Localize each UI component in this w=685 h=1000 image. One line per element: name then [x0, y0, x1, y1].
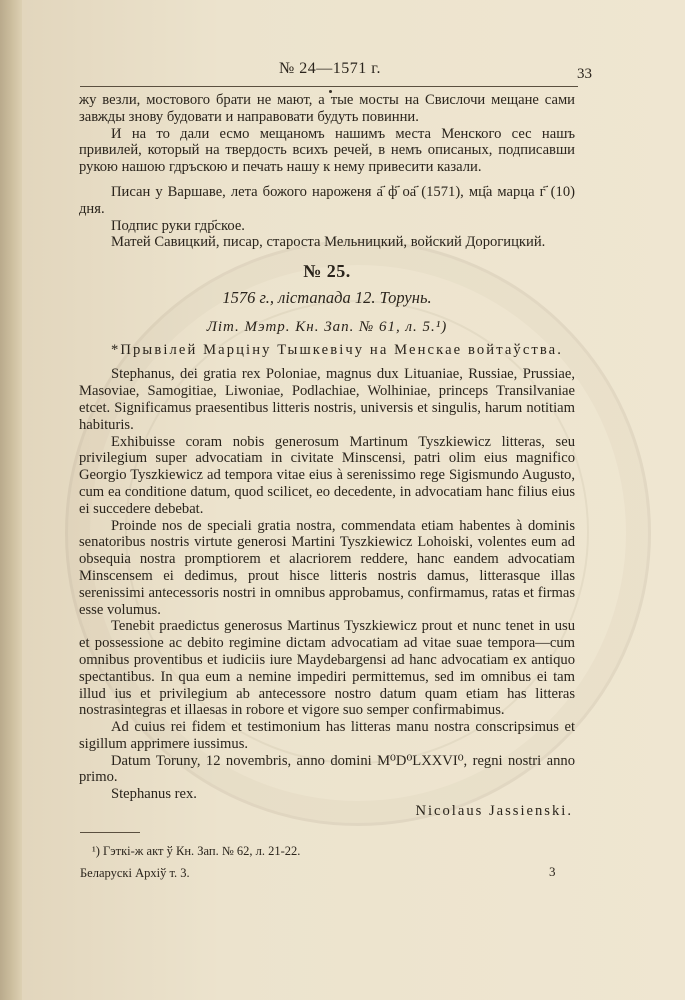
latin-paragraph: Exhibuisse coram nobis generosum Martinum Tyszkiewicz litteras, seu privilegium super advocatiam in civitate Minscensi, patri olim eius magnifico Georgio Tyszkiewicz ad tempora vitae eius à serenissimo rege Sigismundo Augusto, cum ea conditione datum, quod scilicet, eo decedente, in advocatiam hanc filius eius ei succedere debebat. — [79, 433, 575, 517]
page-number: 33 — [577, 66, 592, 82]
latin-closing: Stephanus rex. — [111, 786, 197, 803]
paragraph-gap — [79, 176, 575, 184]
latin-paragraph: Ad cuius rei fidem et testimonium has litteras manu nostra conscripsimus et sigillum apprimere iussimus. — [79, 719, 575, 752]
continuation-paragraph: И на то дали есмо мещаномъ нашимъ места Менского сес нашъ привилей, который на твердость всихъ речей, в немъ описаных, подписавши рукою нашою гдръскою и печать нашу к нему привесити казали. — [79, 125, 575, 176]
paragraph-gap — [79, 358, 575, 366]
continuation-paragraph: жу везли, мостового брати не мают, а тые мосты на Свислочи мещане сами завжды знову будовати и направовати будуть повинни. — [79, 92, 575, 125]
footnote: ¹) Гэткі-ж акт ў Кн. Зап. № 62, л. 21-22. — [92, 844, 301, 858]
page-gutter — [0, 0, 22, 1000]
document-date-place: 1576 г., лістапада 12. Торунь. — [222, 287, 432, 307]
signature-note: Подпис руки гдр҃ское. — [111, 217, 245, 234]
document-source: Літ. Мэтр. Кн. Зап. № 61, л. 5.¹) — [206, 318, 448, 335]
latin-paragraph: Tenebit praedictus generosus Martinus Tyszkiewicz prout et nunc tenet in usu et possessione ac debito regimine dictam advocatiam ad vitae suae tempora—cum omnibus proventibus et iudiciis iure Maydebargensi ad hanc advocatiam ex antiquo spectantibus. In qua eum a nemine impediri permittemus, sed im omnibus ei tam illud ius et privilegium ab antecessore nostro datum quam etiam has litteras nostrasintegras et illaesas in robore et vigore suo semper confirmabimus. — [79, 618, 575, 719]
printer-signature-mark: Беларускі Архіў т. 3. — [80, 866, 190, 880]
page-body — [79, 92, 575, 820]
header-rule — [80, 86, 578, 87]
page-header — [80, 58, 592, 86]
latin-paragraph: Proinde nos de speciali gratia nostra, commendata etiam habentes à dominis senatoribus nostris virtute generosi Martini Tyszkiewicz Lohoiski, volentes eum ad obsequia nostra promptiorem et alacriorem reddere, hanc eandem advocatiam Minscensem ei dedimus, prout hisce litteris nostris damus, litterasque illas serenissimi antecessoris nostri in omnibus approbamus, confirmamus, ratas et firmas esse volumus. — [79, 517, 575, 618]
latin-paragraph: Datum Toruny, 12 novembris, anno domini M⁰D⁰LXXVI⁰, regni nostri anno primo. — [79, 752, 575, 786]
chancellor-signature: Nicolaus Jassienski. — [415, 803, 573, 820]
latin-paragraph: Stephanus, dei gratia rex Poloniae, magnus dux Lituaniae, Russiae, Prussiae, Masoviae, Samogitiae, Liwoniae, Podlachiae, Wolhiniae, princeps Transilvaniae etcet. Significamus praesentibus litteris nostris, universis et singulis, harum notitiam habituris. — [79, 366, 575, 433]
footnote-rule — [80, 832, 140, 833]
dating-clause: Писан у Варшаве, лета божого нароженя а҃ ф҃ оа҃ (1571), мц҃а марца г҃ (10) дня. — [79, 183, 575, 217]
scribe-line: Матей Савицкий, писар, староста Мельницкий, войский Дорогицкий. — [111, 234, 546, 251]
document-number: № 25. — [303, 261, 351, 282]
sheet-number: 3 — [549, 864, 556, 879]
running-title: № 24—1571 г. — [278, 60, 382, 77]
document-summary: *Прывілей Марціну Тышкевічу на Менскае войтаўства. — [111, 341, 563, 358]
